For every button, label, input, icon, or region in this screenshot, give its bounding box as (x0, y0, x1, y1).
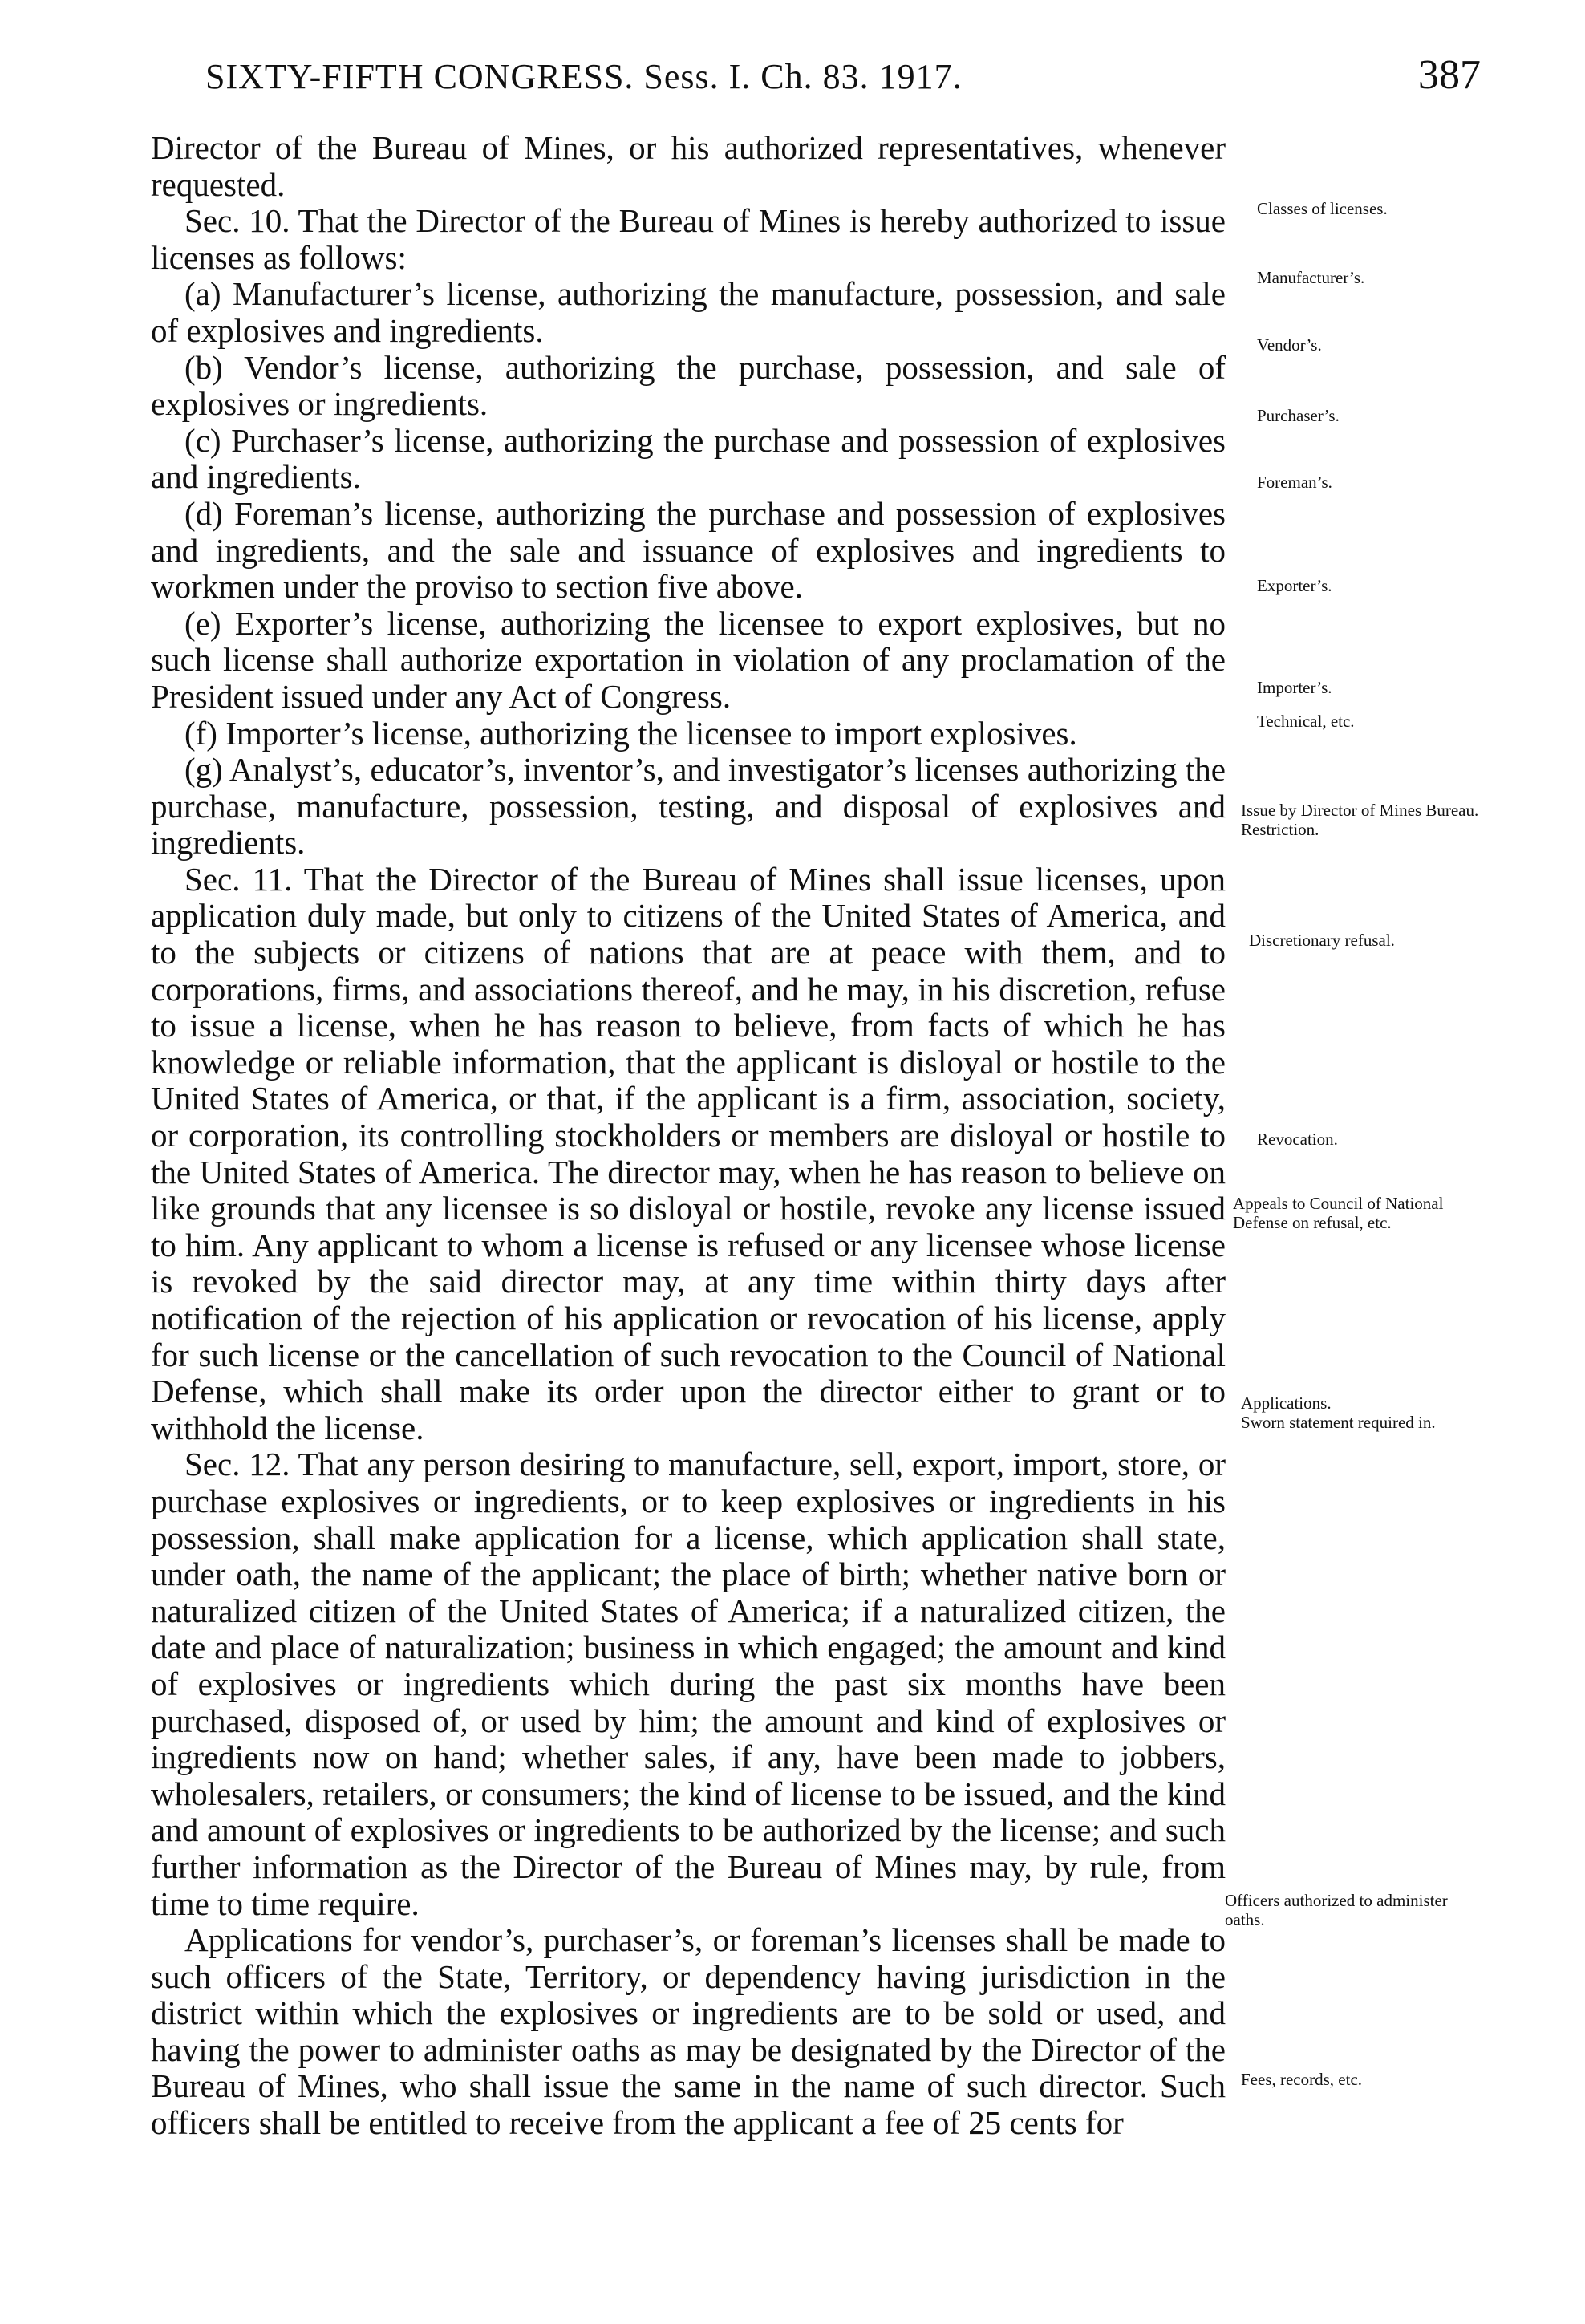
paragraph: (d) Foreman’s license, authorizing the purchase and possession of explosives and ingredients, and the sale and issuance of explosives and ingredients to workmen under the proviso to section five above. (151, 494, 1226, 606)
paragraph: Sec. 11. That the Director of the Bureau of Mines shall issue licenses, upon application duly made, but only to citizens of the United States of America, and to the subjects or citizens of nations that are at peace with them, and to corporations, firms, and associations thereof, and he may, in his discretion, refuse to issue a license, when he has reason to believe, from facts of which he has knowledge or reliable information, that the applicant is disloyal or hostile to the United States of America, or that, if the applicant is a firm, association, society, or corporation, its controlling stockholders or members are disloyal or hostile to the United States of America. The director may, when he has reason to believe on like grounds that any licensee is so disloyal or hostile, revoke any license issued to him. Any applicant to whom a license is refused or any licensee whose license is revoked by the said director may, at any time within thirty days after notification of the rejection of his application or revocation of his license, apply for such license or the cancellation of such revocation to the Council of National Defense, which shall make its order upon the director either to grant or to withhold the license. (151, 860, 1226, 1446)
page-number: 387 (1418, 52, 1481, 98)
margin-note: Classes of licenses. (1257, 199, 1388, 218)
paragraph: (g) Analyst’s, educator’s, inventor’s, and investigator’s licenses authorizing the purchase, manufacture, possession, testing, and disposal of explosives and ingredients. (151, 751, 1226, 862)
margin-note: Vendor’s. (1257, 335, 1322, 355)
margin-note: Issue by Director of Mines Bureau. Restriction. (1241, 801, 1479, 839)
running-head: SIXTY-FIFTH CONGRESS. Sess. I. Ch. 83. 1917. (205, 57, 963, 96)
paragraph: (a) Manufacturer’s license, authorizing the manufacture, possession, and sale of explosives and ingredients. (151, 275, 1226, 349)
margin-note: Purchaser’s. (1257, 406, 1340, 425)
margin-note: Manufacturer’s. (1257, 268, 1365, 287)
paragraph: Applications for vendor’s, purchaser’s, or foreman’s licenses shall be made to such officers of the State, Territory, or dependency having jurisdiction in the district within which the explosives or ingredients are to be sold or used, and having the power to administer oaths as may be designated by the Director of the Bureau of Mines, who shall issue the same in the name of such director. Such officers shall be entitled to receive from the applicant a fee of 25 cents for (151, 1921, 1226, 2142)
paragraph: (b) Vendor’s license, authorizing the purchase, possession, and sale of explosives or ingredients. (151, 348, 1226, 423)
margin-note: Fees, records, etc. (1241, 2070, 1363, 2089)
paragraph: Sec. 12. That any person desiring to manufacture, sell, export, import, store, or purchase explosives or ingredients, or to keep explosives or ingredients in his possession, shall make application for a license, which application shall state, under oath, the name of the applicant; the place of birth; whether native born or naturalized citizen of the United States of America; if a naturalized citizen, the date and place of naturalization; business in which engaged; the amount and kind of explosives or ingredients which during the past six months have been purchased, disposed of, or used by him; the amount and kind of explosives or ingredients now on hand; whether sales, if any, have been made to jobbers, wholesalers, retailers, or consumers; the kind of license to be issued, and the kind and amount of explosives or ingredients to be authorized by the license; and such further information as the Director of the Bureau of Mines may, by rule, from time to time require. (151, 1446, 1226, 1922)
paragraph: Director of the Bureau of Mines, or his authorized representatives, whenever requested. (151, 129, 1226, 203)
margin-note: Discretionary refusal. (1249, 931, 1395, 950)
statute-text (151, 130, 1226, 2142)
margin-note: Importer’s. (1257, 678, 1332, 697)
margin-note: Appeals to Council of National Defense on refusal, etc. (1233, 1194, 1444, 1232)
paragraph: Sec. 10. That the Director of the Bureau of Mines is hereby authorized to issue licenses as follows: (151, 202, 1226, 276)
margin-note: Revocation. (1257, 1130, 1338, 1149)
margin-note: Technical, etc. (1257, 712, 1355, 731)
paragraph: (e) Exporter’s license, authorizing the licensee to export explosives, but no such license shall authorize exportation in violation of any proclamation of the President issued under any Act of Congress. (151, 604, 1226, 715)
running-header (205, 52, 1481, 112)
margin-note: Exporter’s. (1257, 576, 1332, 595)
margin-note: Officers authorized to administer oaths. (1225, 1891, 1448, 1929)
margin-note: Foreman’s. (1257, 473, 1332, 492)
paragraph: (c) Purchaser’s license, authorizing the purchase and possession of explosives and ingredients. (151, 421, 1226, 496)
paragraph: (f) Importer’s license, authorizing the licensee to import explosives. (184, 714, 1077, 752)
margin-note: Applications. Sworn statement required in. (1241, 1393, 1436, 1432)
